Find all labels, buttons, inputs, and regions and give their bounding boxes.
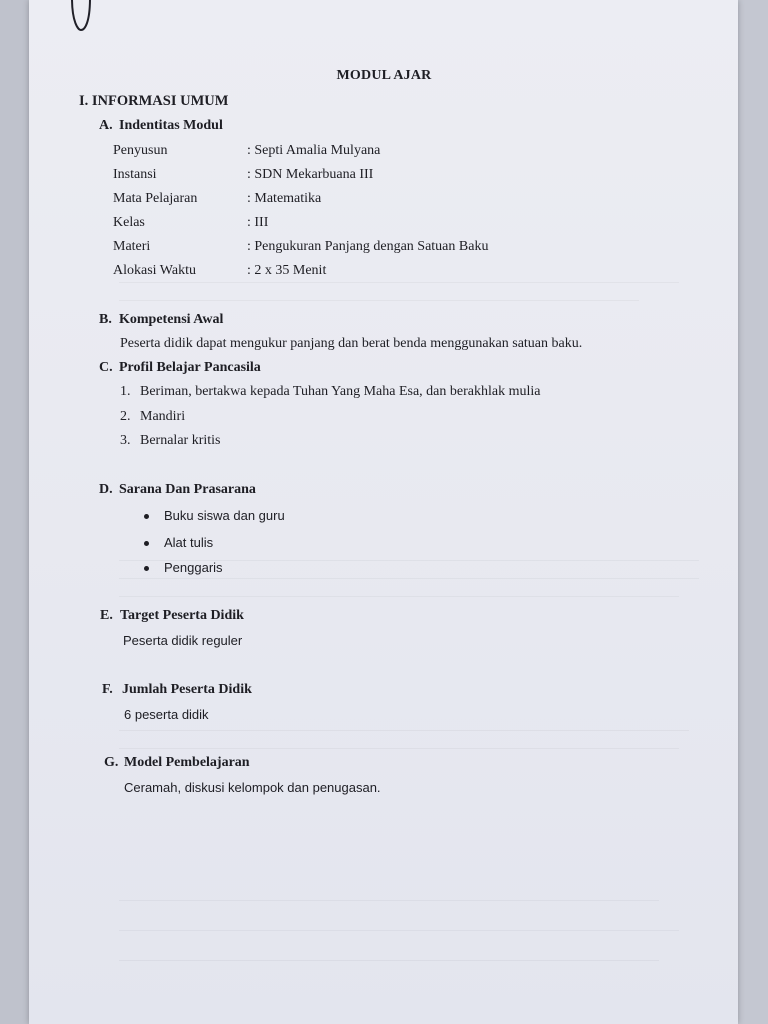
sarana-item: Buku siswa dan guru xyxy=(164,508,285,523)
document-title: MODUL AJAR xyxy=(336,68,432,83)
sarana-item: Penggaris xyxy=(164,560,223,575)
heading-profil-pancasila xyxy=(99,360,261,376)
profil-item-text: Beriman, bertakwa kepada Tuhan Yang Maha Esa, dan berakhlak mulia xyxy=(140,384,541,399)
heading-text: Indentitas Modul xyxy=(119,118,223,133)
bullet-icon xyxy=(144,514,149,519)
identity-label-materi: Materi xyxy=(113,239,151,254)
kompetensi-text: Peserta didik dapat mengukur panjang dan berat benda menggunakan satuan baku. xyxy=(120,336,583,351)
identity-value-alokasi-waktu: : 2 x 35 Menit xyxy=(247,263,327,278)
heading-letter: B. xyxy=(99,312,112,327)
section-heading-informasi-umum: I. INFORMASI UMUM xyxy=(79,93,229,109)
identity-label-instansi: Instansi xyxy=(113,167,157,182)
background-right-edge xyxy=(738,0,768,1024)
sarana-item: Alat tulis xyxy=(164,535,214,550)
identity-label-mata-pelajaran: Mata Pelajaran xyxy=(113,191,198,206)
heading-text: Sarana Dan Prasarana xyxy=(119,482,256,497)
identity-value-kelas: : III xyxy=(247,215,269,230)
heading-text: Model Pembelajaran xyxy=(124,755,250,770)
heading-text: Target Peserta Didik xyxy=(120,608,244,623)
heading-model-pembelajaran xyxy=(104,755,250,771)
bullet-icon xyxy=(144,541,149,546)
identity-value-materi: : Pengukuran Panjang dengan Satuan Baku xyxy=(247,239,489,254)
heading-letter: F. xyxy=(102,682,113,697)
heading-letter: D. xyxy=(99,482,113,497)
heading-kompetensi-awal xyxy=(99,312,223,328)
profil-item-text: Mandiri xyxy=(140,409,186,424)
jumlah-text: 6 peserta didik xyxy=(124,707,209,722)
identity-label-alokasi-waktu: Alokasi Waktu xyxy=(113,263,196,278)
bullet-icon xyxy=(144,566,149,571)
heading-letter: G. xyxy=(104,755,119,770)
profil-item xyxy=(120,409,185,425)
target-text: Peserta didik reguler xyxy=(123,633,243,648)
profil-item-number: 1. xyxy=(120,384,131,399)
heading-sarana-prasarana xyxy=(99,482,256,498)
heading-letter: A. xyxy=(99,118,113,133)
identity-value-instansi: : SDN Mekarbuana III xyxy=(247,167,374,182)
heading-text: Profil Belajar Pancasila xyxy=(119,360,261,375)
profil-item-number: 3. xyxy=(120,433,131,448)
heading-identitas-modul xyxy=(99,118,223,134)
background-left-edge xyxy=(0,0,29,1024)
heading-text: Kompetensi Awal xyxy=(119,312,224,327)
model-text: Ceramah, diskusi kelompok dan penugasan. xyxy=(124,780,381,795)
heading-target-peserta-didik xyxy=(100,608,244,624)
heading-letter: E. xyxy=(100,608,113,623)
profil-item xyxy=(120,433,220,449)
heading-letter: C. xyxy=(99,360,113,375)
profil-item-text: Bernalar kritis xyxy=(140,433,221,448)
identity-value-mata-pelajaran: : Matematika xyxy=(247,191,322,206)
identity-value-penyusun: : Septi Amalia Mulyana xyxy=(247,143,381,158)
identity-label-penyusun: Penyusun xyxy=(113,143,168,158)
heading-jumlah-peserta-didik xyxy=(102,682,252,698)
profil-item xyxy=(120,384,540,400)
profil-item-number: 2. xyxy=(120,409,131,424)
staple-clip-mark xyxy=(64,0,98,36)
heading-text: Jumlah Peserta Didik xyxy=(122,682,252,697)
identity-label-kelas: Kelas xyxy=(113,215,145,230)
